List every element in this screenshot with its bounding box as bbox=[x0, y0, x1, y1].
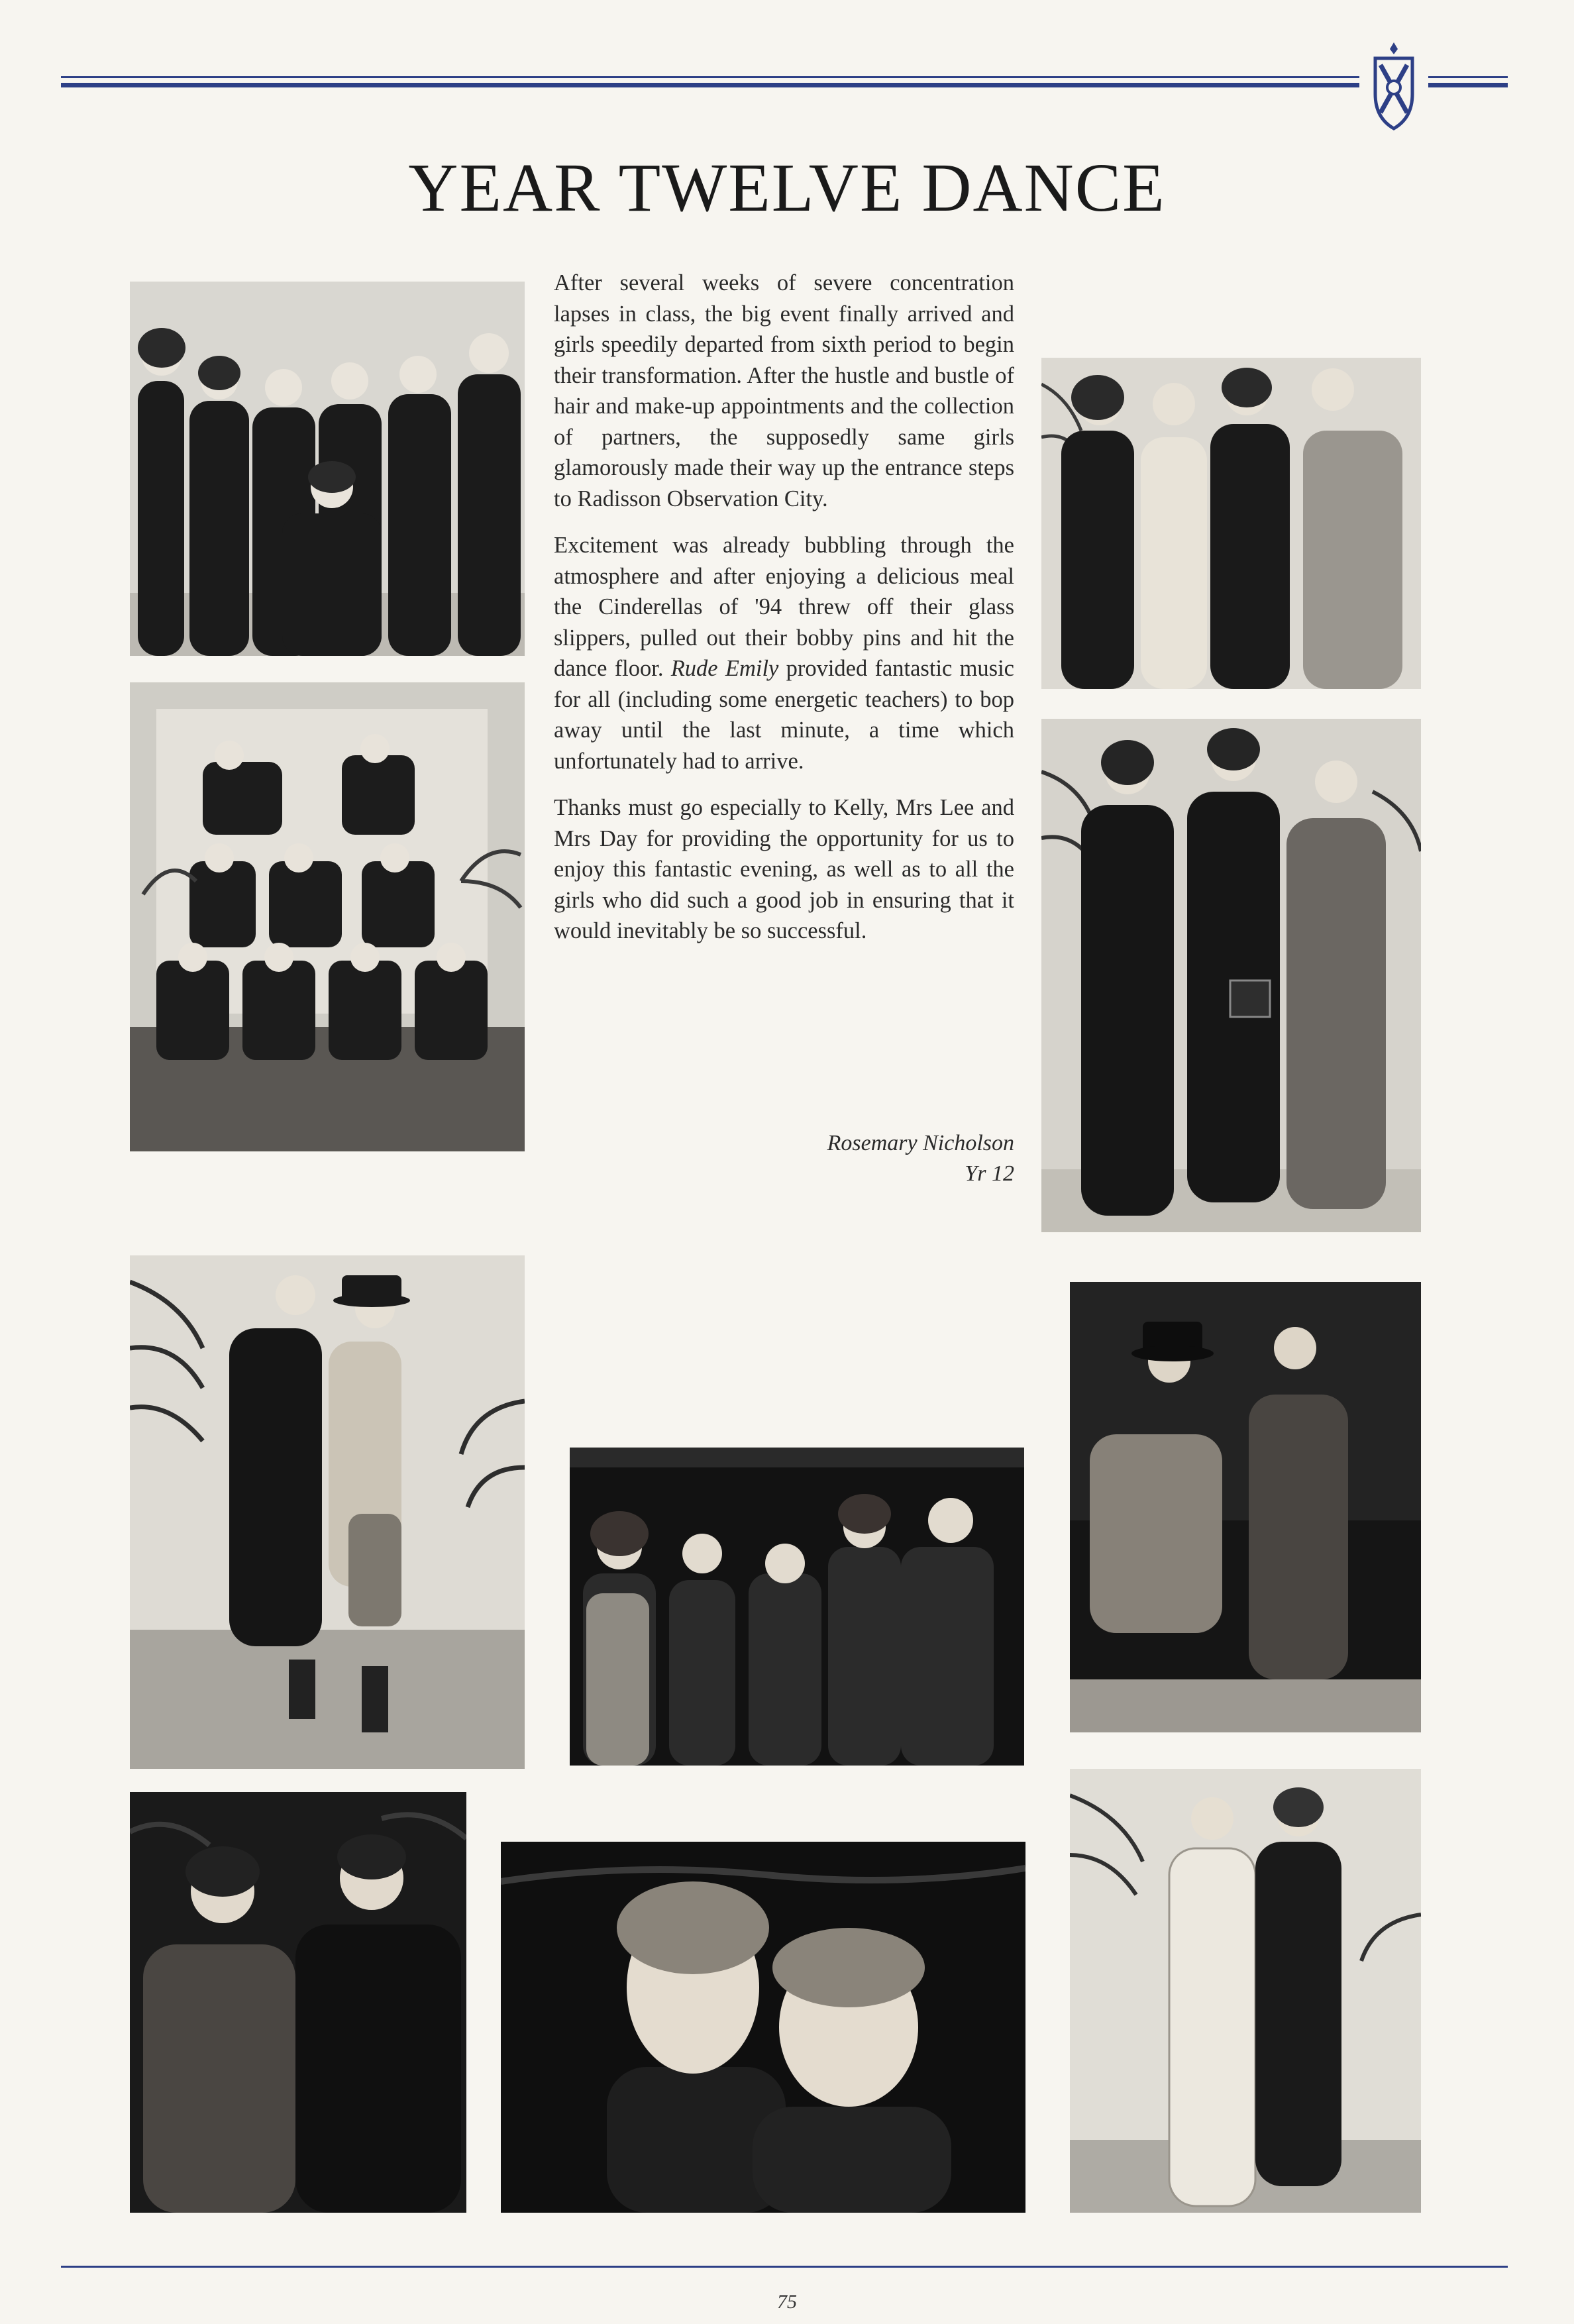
header-rule-right-bottom bbox=[1428, 83, 1508, 87]
byline-year: Yr 12 bbox=[965, 1161, 1014, 1186]
footer-rule bbox=[61, 2266, 1508, 2268]
page-title: YEAR TWELVE DANCE bbox=[408, 150, 1166, 226]
photo-two-girls-velvet bbox=[130, 1792, 466, 2213]
band-name: Rude Emily bbox=[670, 656, 779, 681]
header-rule-bottom bbox=[61, 83, 1359, 87]
article-body bbox=[554, 268, 1014, 963]
page-number: 75 bbox=[777, 2291, 797, 2313]
photo-two-girls-closeup bbox=[501, 1842, 1025, 2213]
photo-boys-pyramid bbox=[130, 682, 525, 1151]
article-paragraph-1: After several weeks of severe concentration lapses in class, the big event finally arrived and girls speedily departed from sixth period to begin their transformation. After the hustle and bustle of hair and make-up appointments and the collection of partners, the supposedly same girls glamorously made their way up the entrance steps to Radisson Observation City. bbox=[554, 270, 1014, 511]
article-paragraph-2 bbox=[554, 530, 1014, 776]
photo-three-girls bbox=[1041, 719, 1421, 1232]
article-paragraph-2-start: Excitement was already bubbling through the atmosphere and after enjoying a delicious meal the Cinderellas of '94 threw off their glass slippers, pulled out their bobby pins and hit the dance floor. bbox=[554, 533, 1014, 681]
byline bbox=[762, 1128, 1014, 1189]
header-rule-top bbox=[61, 76, 1359, 78]
photo-four-girls bbox=[1041, 358, 1421, 689]
photo-two-girls-white-dress bbox=[1070, 1769, 1421, 2213]
header-rule-right-top bbox=[1428, 76, 1508, 78]
article-paragraph-2-end: provided fantastic music for all (including some energetic teachers) to bop away until the last minute, a time which unfortunately had to arrive. bbox=[554, 656, 1014, 774]
article-paragraph-3: Thanks must go especially to Kelly, Mrs Lee and Mrs Day for providing the opportunity for us to enjoy this fantastic evening, as well as to all the girls who did such a good job in ensuring that it would inevitably be so successful. bbox=[554, 795, 1014, 943]
photo-five-girls bbox=[570, 1448, 1024, 1766]
photo-couple-dancing bbox=[130, 1255, 525, 1769]
school-crest-icon bbox=[1367, 40, 1420, 132]
byline-author: Rosemary Nicholson bbox=[827, 1131, 1014, 1155]
photo-two-girls-hat bbox=[1070, 1282, 1421, 1732]
photo-group-girls bbox=[130, 282, 525, 656]
